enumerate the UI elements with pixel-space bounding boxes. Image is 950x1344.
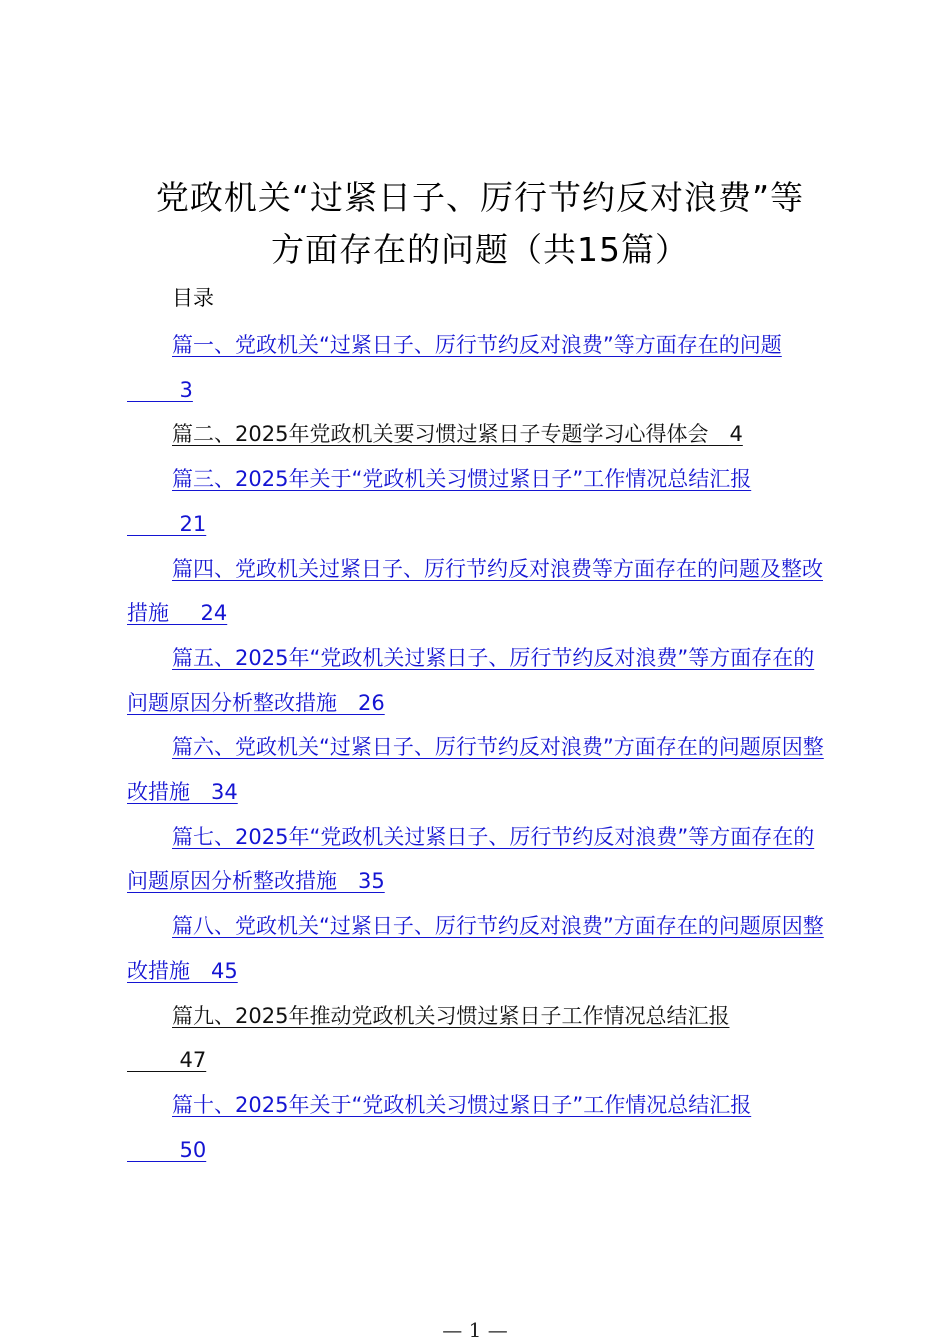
toc-entry-page-number: 21 [179,511,207,536]
toc-entry-title: 篇七、2025年“党政机关过紧日子、厉行节约反对浪费”等方面存在的问题原因分析整改措施 [127,824,815,894]
toc-entry-leader [169,601,201,625]
toc-entry-page-number: 24 [200,601,228,626]
page-number: — 1 — [442,1318,508,1342]
toc-entry[interactable] [127,994,827,1083]
toc-entry-leader [127,1048,180,1072]
toc-entry[interactable] [127,547,827,636]
toc-entry-page-number: 50 [179,1137,207,1162]
toc-entry-leader [337,691,358,715]
toc-entry-leader [190,959,211,983]
toc-entry-leader [190,780,211,804]
document-title [100,172,860,276]
toc-entry-title: 篇一、党政机关“过紧日子、厉行节约反对浪费”等方面存在的问题 [172,333,782,357]
toc-entry-title: 篇三、2025年关于“党政机关习惯过紧日子”工作情况总结汇报 [172,467,752,492]
toc-entry[interactable] [127,412,827,457]
table-of-contents [127,323,827,1172]
title-line-1: 党政机关“过紧日子、厉行节约反对浪费”等 [155,178,805,217]
toc-entry-leader [337,869,358,893]
toc-entry-page-number: 26 [358,690,385,715]
toc-entry-page-number: 45 [211,958,238,983]
title-line-2: 方面存在的问题（共15篇） [271,230,689,269]
toc-entry-leader [127,512,180,536]
toc-entry[interactable] [127,1083,827,1172]
toc-entry[interactable] [127,457,827,546]
toc-entry-title: 篇五、2025年“党政机关过紧日子、厉行节约反对浪费”等方面存在的问题原因分析整改措施 [127,645,815,715]
toc-entry-leader [708,422,729,446]
toc-entry[interactable] [127,904,827,993]
toc-entry-title: 篇六、党政机关“过紧日子、厉行节约反对浪费”方面存在的问题原因整改措施 [127,735,824,805]
toc-entry-page-number: 34 [211,780,238,805]
toc-entry[interactable] [127,725,827,814]
toc-entry[interactable] [127,323,827,412]
toc-entry-leader [127,1138,180,1162]
toc-entry-page-number: 4 [729,422,743,447]
toc-entry-title: 篇八、党政机关“过紧日子、厉行节约反对浪费”方面存在的问题原因整改措施 [127,914,824,983]
toc-entry-title: 篇四、党政机关过紧日子、厉行节约反对浪费等方面存在的问题及整改措施 [127,556,823,626]
toc-entry[interactable] [127,636,827,725]
toc-entry-page-number: 35 [358,869,385,894]
toc-entry-title: 篇十、2025年关于“党政机关习惯过紧日子”工作情况总结汇报 [172,1092,752,1117]
toc-entry-page-number: 3 [179,377,193,402]
toc-entry-title: 篇九、2025年推动党政机关习惯过紧日子工作情况总结汇报 [172,1003,730,1028]
toc-heading: 目录 [172,286,214,310]
toc-entry[interactable] [127,815,827,904]
toc-entry-leader [127,378,180,402]
toc-entry-page-number: 47 [179,1048,207,1073]
toc-entry-title: 篇二、2025年党政机关要习惯过紧日子专题学习心得体会 [172,422,709,447]
